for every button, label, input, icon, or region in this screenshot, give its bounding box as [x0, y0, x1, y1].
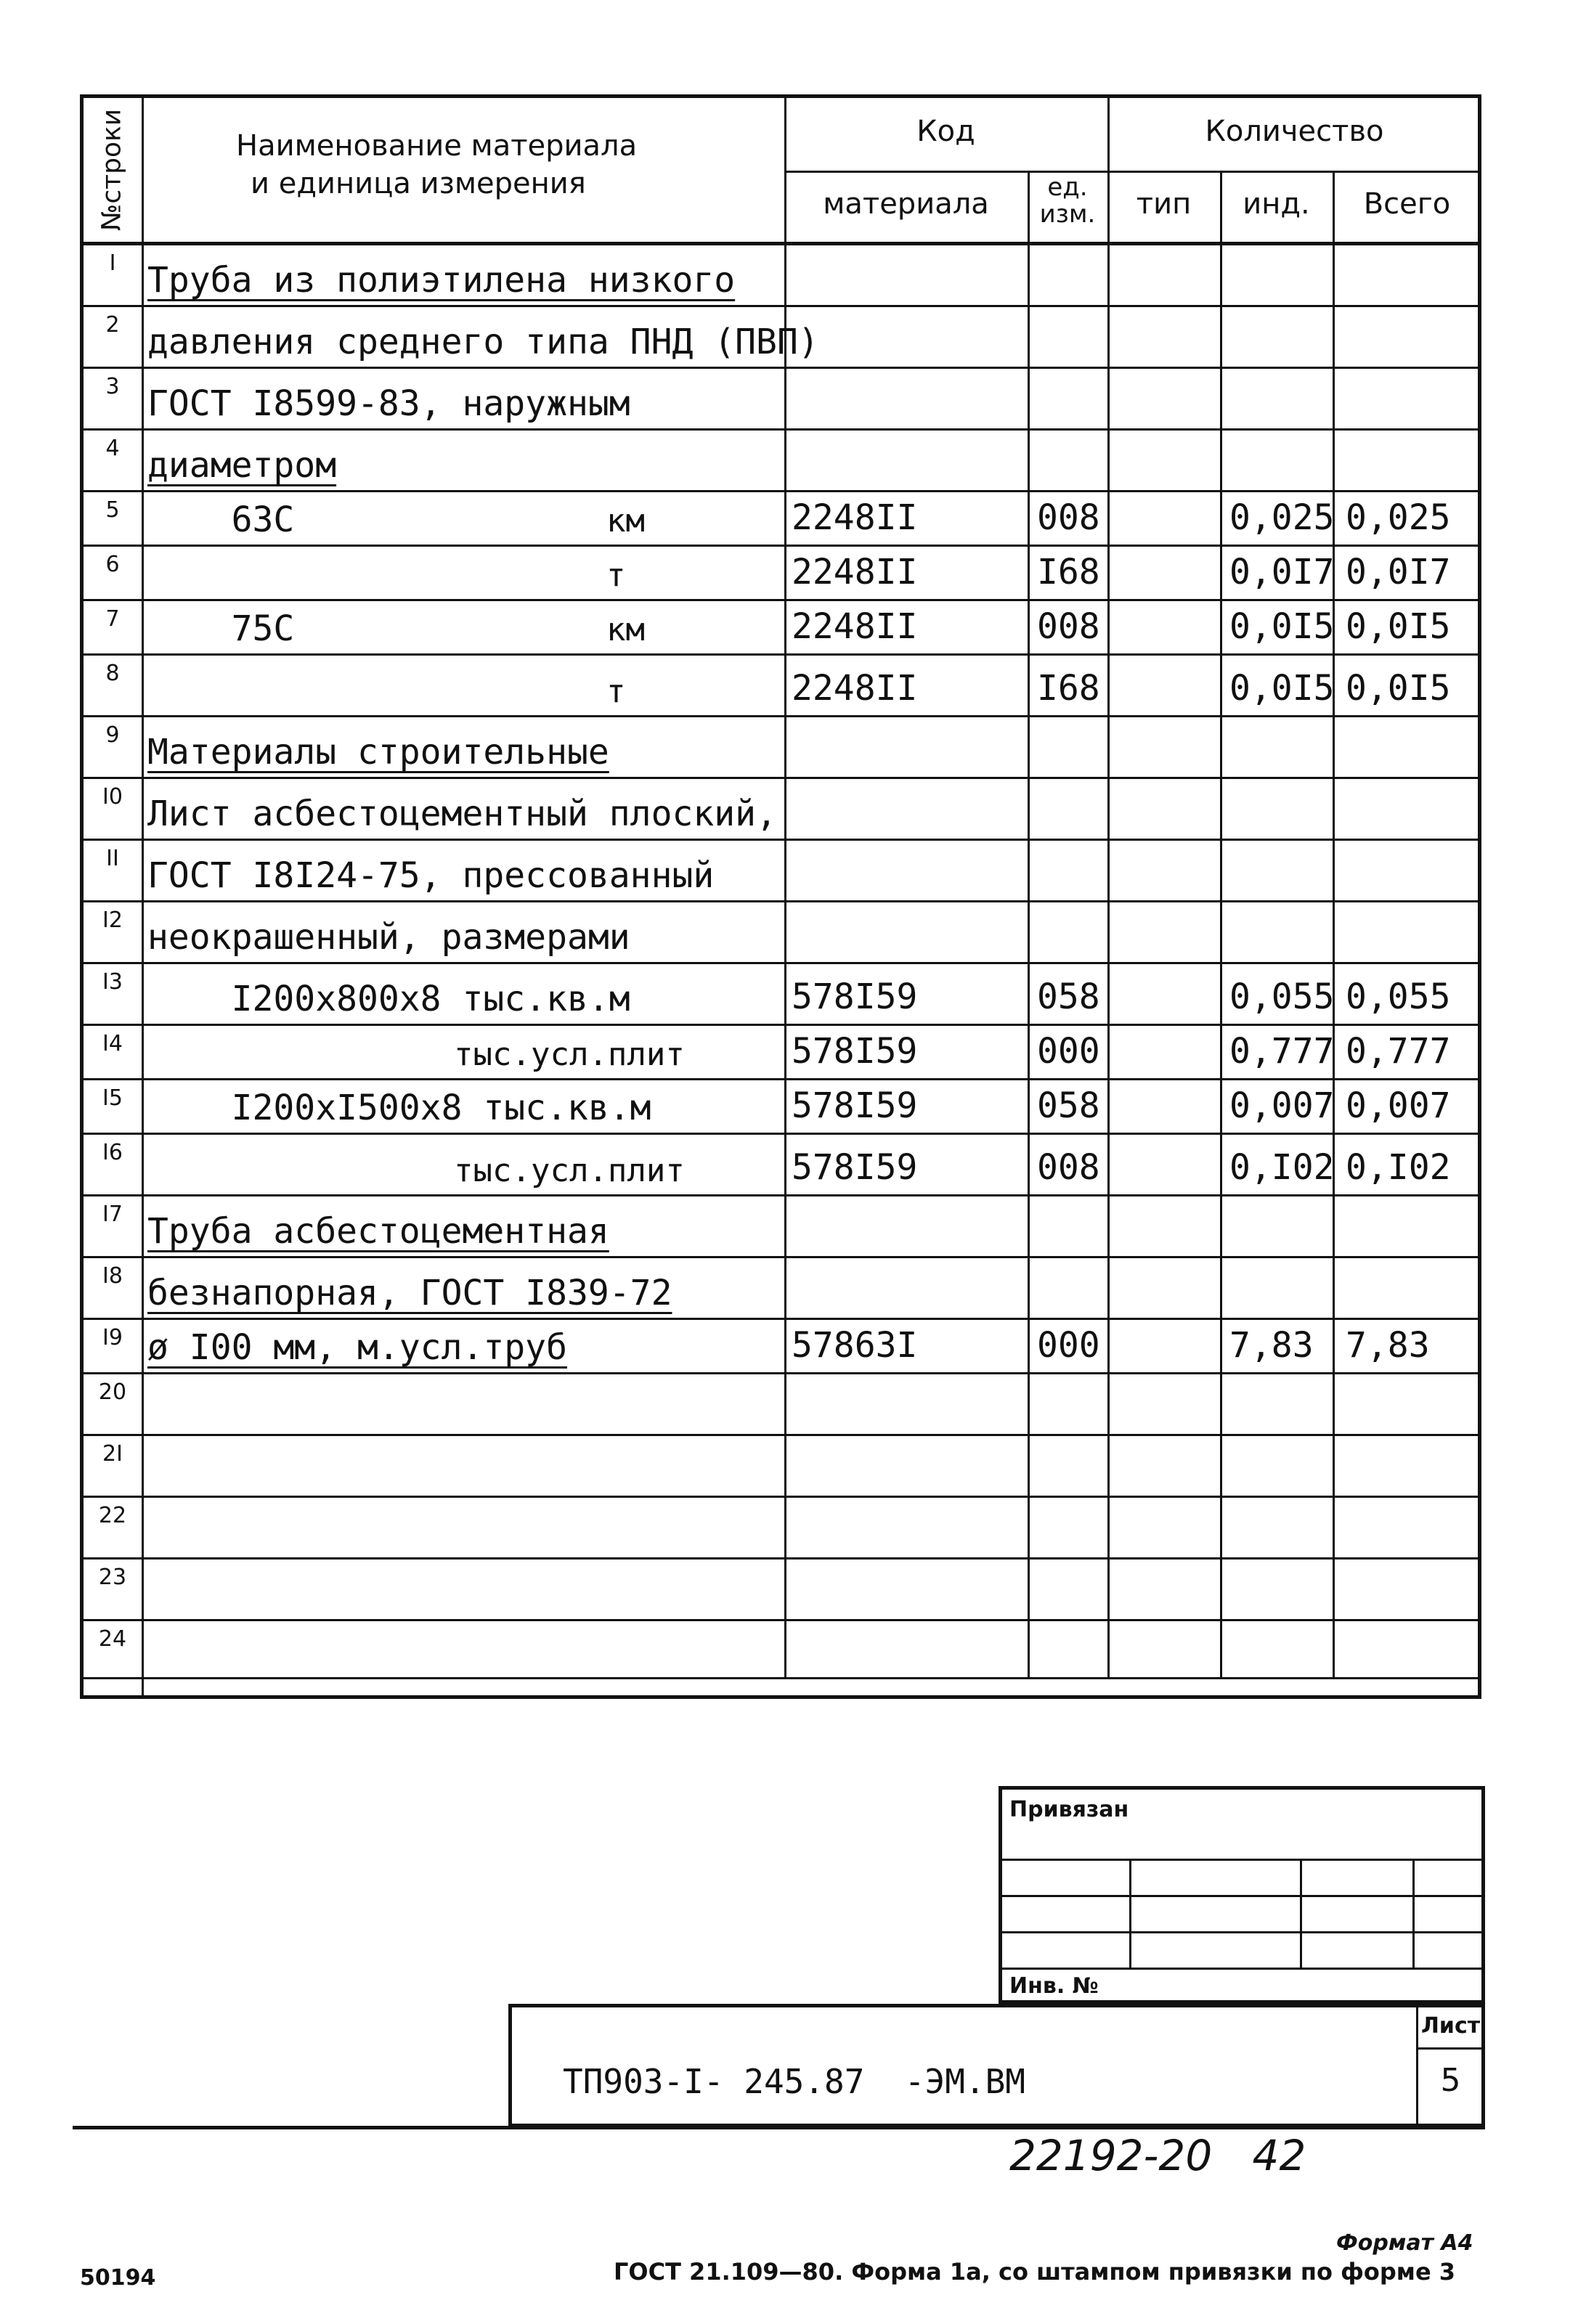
materials-table [80, 94, 1481, 1699]
material-code: 2248II [792, 606, 918, 647]
table-row [84, 490, 1481, 545]
qty-ind: 0,0I5 [1229, 668, 1335, 709]
table-row [84, 1024, 1481, 1078]
table-row [84, 599, 1481, 653]
unit-code: 000 [1037, 1325, 1100, 1366]
material-name: безнапорная, ГОСТ I839-72 [147, 1273, 672, 1313]
table-row [84, 1434, 1481, 1496]
material-code: 2248II [792, 668, 918, 709]
stamp-vline-2 [1300, 1859, 1302, 1968]
unit-label: км [606, 611, 645, 648]
table-row [84, 1619, 1481, 1677]
table-row [84, 1557, 1481, 1619]
row-number: I3 [102, 969, 123, 995]
table-row [84, 367, 1481, 428]
unit-code: 008 [1037, 1147, 1100, 1188]
unit-label: т [606, 673, 626, 710]
table-row [84, 1133, 1481, 1194]
material-name: 75С [147, 608, 295, 649]
material-name: ГОСТ I8I24-75, прессованный [147, 855, 715, 896]
row-number: 5 [105, 497, 120, 523]
unit-code: I68 [1037, 668, 1100, 709]
sheet-number: 5 [1440, 2062, 1461, 2099]
row-number: 2I [102, 1441, 123, 1467]
material-name: 63С [147, 500, 295, 540]
material-name: Материалы строительные [147, 732, 609, 772]
row-number: 24 [98, 1626, 127, 1652]
handwritten-number: 22192-20 42 [1009, 2131, 1306, 2180]
unit-code: I68 [1037, 552, 1100, 592]
header-code-unit-line1: ед. [1047, 173, 1088, 202]
row-number: 9 [105, 722, 120, 748]
archive-number: 50194 [80, 2265, 156, 2291]
qty-total: 0,0I5 [1346, 668, 1451, 709]
unit-label: тыс.усл.плит [454, 1152, 685, 1189]
qty-total: 0,025 [1346, 497, 1451, 538]
header-qty-ind: инд. [1243, 187, 1310, 221]
table-row [84, 545, 1481, 599]
unit-code: 000 [1037, 1031, 1100, 1072]
qty-ind: 0,777 [1229, 1031, 1335, 1072]
table-row [84, 428, 1481, 490]
unit-code: 008 [1037, 606, 1100, 647]
row-number: I7 [102, 1202, 123, 1227]
table-row [84, 1372, 1481, 1434]
table-row [84, 777, 1481, 839]
header-code: Код [916, 115, 975, 148]
unit-label: км [606, 502, 645, 539]
table-row [84, 653, 1481, 715]
material-name: Труба из полиэтилена низкого [147, 260, 736, 301]
material-name: I200хI500х8 тыс.кв.м [147, 1088, 651, 1128]
header-qty-total: Всего [1363, 187, 1451, 221]
header-code-unit-line2: изм. [1039, 200, 1096, 229]
qty-total: 7,83 [1346, 1325, 1430, 1366]
row-number: 6 [105, 552, 120, 577]
row-number: I8 [102, 1263, 123, 1289]
header-name-line2: и единица измерения [251, 167, 586, 200]
qty-total: 0,055 [1346, 977, 1451, 1017]
stamp-vline-1 [1129, 1859, 1131, 1968]
stamp-vline-3 [1412, 1859, 1415, 1968]
row-number: I5 [102, 1085, 123, 1111]
header-qty-type: тип [1136, 187, 1192, 221]
sheet-hline [1416, 2047, 1485, 2050]
row-number: 4 [105, 436, 120, 461]
table-row [84, 839, 1481, 900]
material-code: 578I59 [792, 1147, 918, 1188]
table-row [84, 715, 1481, 777]
row-number: II [106, 846, 119, 871]
table-row [84, 962, 1481, 1024]
table-row [84, 1194, 1481, 1256]
qty-total: 0,007 [1346, 1085, 1451, 1126]
title-block [508, 2004, 1485, 2127]
table-row [84, 243, 1481, 305]
qty-total: 0,777 [1346, 1031, 1451, 1072]
header-row-no-label: №строки [97, 108, 127, 232]
material-name: неокрашенный, размерами [147, 917, 630, 958]
qty-total: 0,I02 [1346, 1147, 1451, 1188]
header-row-no [84, 98, 142, 242]
row-number: 22 [98, 1503, 127, 1528]
material-code: 578I59 [792, 977, 918, 1017]
material-name: диаметром [147, 445, 337, 486]
row-number: 7 [105, 606, 120, 632]
qty-ind: 0,025 [1229, 497, 1335, 538]
qty-ind: 0,0I5 [1229, 606, 1335, 647]
unit-code: 058 [1037, 977, 1100, 1017]
row-number: 8 [105, 661, 120, 686]
unit-code: 058 [1037, 1085, 1100, 1126]
row-number: I6 [102, 1140, 123, 1165]
row-number: I4 [102, 1031, 123, 1056]
material-code: 578I59 [792, 1031, 918, 1072]
sheet-label: Лист [1421, 2013, 1481, 2039]
row-number: 20 [98, 1379, 127, 1405]
row-number: I9 [102, 1325, 123, 1350]
material-name: ГОСТ I8599-83, наружным [147, 383, 630, 424]
row-number: I0 [102, 784, 123, 810]
document-code: ТП903-I- 245.87 -ЭМ.ВМ [563, 2062, 1025, 2101]
stamp-line-4 [1002, 1968, 1485, 1970]
binding-stamp [999, 1786, 1485, 2004]
material-code: 578I59 [792, 1085, 918, 1126]
header-name-line1: Наименование материала [236, 129, 638, 163]
row-number: I [109, 250, 116, 276]
qty-ind: 0,0I7 [1229, 552, 1335, 592]
header-subline [784, 171, 1481, 173]
header-code-material: материала [823, 187, 989, 221]
qty-ind: 7,83 [1229, 1325, 1314, 1366]
qty-total: 0,0I5 [1346, 606, 1451, 647]
row-number: 2 [105, 312, 120, 338]
material-code: 2248II [792, 552, 918, 592]
material-code: 2248II [792, 497, 918, 538]
header-qty: Количество [1205, 115, 1384, 148]
table-row [84, 1256, 1481, 1318]
gost-form-note: ГОСТ 21.109—80. Форма 1а, со штампом привязки по форме 3 [614, 2258, 1456, 2286]
qty-ind: 0,007 [1229, 1085, 1335, 1126]
format-label: Формат А4 [1336, 2230, 1473, 2256]
material-code: 57863I [792, 1325, 918, 1366]
material-name: давления среднего типа ПНД (ПВП) [147, 322, 819, 362]
material-name: Труба асбестоцементная [147, 1211, 609, 1252]
header-code-unit [1028, 174, 1107, 229]
row-number: 23 [98, 1565, 127, 1590]
row-number: 3 [105, 374, 120, 399]
material-name: Лист асбестоцементный плоский, [147, 794, 777, 834]
stamp-attached-label: Привязан [1009, 1797, 1129, 1822]
table-row [84, 900, 1481, 962]
stamp-inv-no-label: Инв. № [1009, 1973, 1099, 1999]
qty-total: 0,0I7 [1346, 552, 1451, 592]
table-row [84, 1496, 1481, 1557]
table-row [84, 305, 1481, 367]
unit-code: 008 [1037, 497, 1100, 538]
unit-label: т [606, 557, 626, 594]
table-row [84, 1318, 1481, 1372]
header-name [171, 127, 752, 203]
row-number: I2 [102, 908, 123, 933]
table-row [84, 1078, 1481, 1133]
bottom-rule [73, 2126, 1485, 2129]
qty-ind: 0,I02 [1229, 1147, 1335, 1188]
material-name: I200х800х8 тыс.кв.м [147, 979, 630, 1019]
qty-ind: 0,055 [1229, 977, 1335, 1017]
row-divider [84, 1677, 1481, 1679]
unit-label: тыс.усл.плит [454, 1036, 685, 1073]
material-name: ø I00 мм, м.усл.труб [147, 1327, 567, 1368]
